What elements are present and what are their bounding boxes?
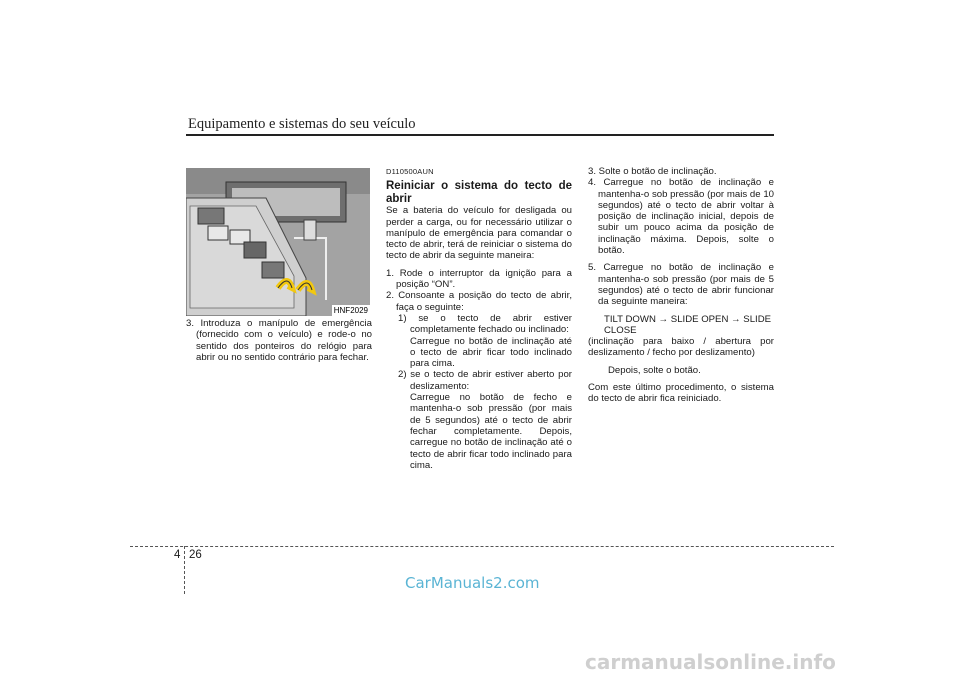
- sunroof-figure: [186, 168, 370, 316]
- watermark-carmanuals2[interactable]: CarManuals2.com: [405, 574, 540, 592]
- section-heading: Reiniciar o sistema do tecto de abrir: [386, 180, 572, 205]
- section-code: D110500AUN: [386, 167, 434, 176]
- substep-2-detail: Carregue no botão de fecho e mantenha-o sob pressão (por mais de 5 segundos) até o tecto de abrir fechar completamente. Depois, carregue no botão de inclinação até o tecto de abrir ficar todo inclinado para cima.: [410, 392, 572, 471]
- chapter-number: 4: [174, 549, 181, 561]
- release-button-text: Depois, solte o botão.: [608, 364, 701, 376]
- figure-label: HNF2029: [333, 306, 368, 315]
- right-column: [588, 166, 774, 405]
- step-4-text: 4. Carregue no botão de inclinação e mantenha-o sob pressão (por mais de 10 segundos) até o tecto de abrir voltar à posição de inclinação inicial, depois de subir um pouco acima da posição de inclinação máxima. Depois, solte o botão.: [588, 177, 774, 257]
- step-3-text: 3. Introduza o manípulo de emergência (fornecido com o veículo) e rode-o no sentido dos ponteiros do relógio para abrir ou no sentido contrário para fechar.: [186, 318, 372, 363]
- middle-column: [386, 166, 572, 471]
- footer-vertical-rule: [184, 546, 185, 594]
- substep-1-text: 1) se o tecto de abrir estiver completamente fechado ou inclinado:: [398, 312, 572, 336]
- left-column: [186, 318, 372, 363]
- step-3-release-text: 3. Solte o botão de inclinação.: [588, 166, 717, 177]
- intro-paragraph: Se a bateria do veículo for desligada ou perder a carga, ou for necessário utilizar o manípulo de emergência para comandar o tecto de abrir, terá de reiniciar o sistema do tecto de abrir da seguinte maneira:: [386, 205, 572, 262]
- sequence-note: (inclinação para baixo / abertura por deslizamento / fecho por deslizamento): [588, 336, 774, 359]
- step-5-text: 5. Carregue no botão de inclinação e mantenha-o sob pressão (por mais de 5 segundos) até o tecto de abrir funcionar da seguinte maneira:: [588, 262, 774, 308]
- substep-1-detail: Carregue no botão de inclinação até o tecto de abrir ficar todo inclinado para cima.: [410, 335, 572, 370]
- step-1-text: 1. Rode o interruptor da ignição para a posição “ON”.: [386, 267, 572, 291]
- final-paragraph: Com este último procedimento, o sistema do tecto de abrir fica reiniciado.: [588, 382, 774, 405]
- header-rule: [186, 134, 774, 136]
- page-header-title: Equipamento e sistemas do seu veículo: [188, 116, 416, 132]
- footer-rule: [130, 546, 834, 547]
- substep-2-text: 2) se o tecto de abrir estiver aberto por deslizamento:: [398, 369, 572, 392]
- step-2-text: 2. Consoante a posição do tecto de abrir, faça o seguinte:: [386, 290, 572, 313]
- watermark-carmanualsonline[interactable]: carmanualsonline.info: [585, 650, 836, 674]
- sunroof-illustration: [186, 168, 370, 316]
- page-number: 26: [189, 549, 202, 561]
- operation-sequence: TILT DOWN → SLIDE OPEN → SLIDE CLOSE: [604, 313, 772, 336]
